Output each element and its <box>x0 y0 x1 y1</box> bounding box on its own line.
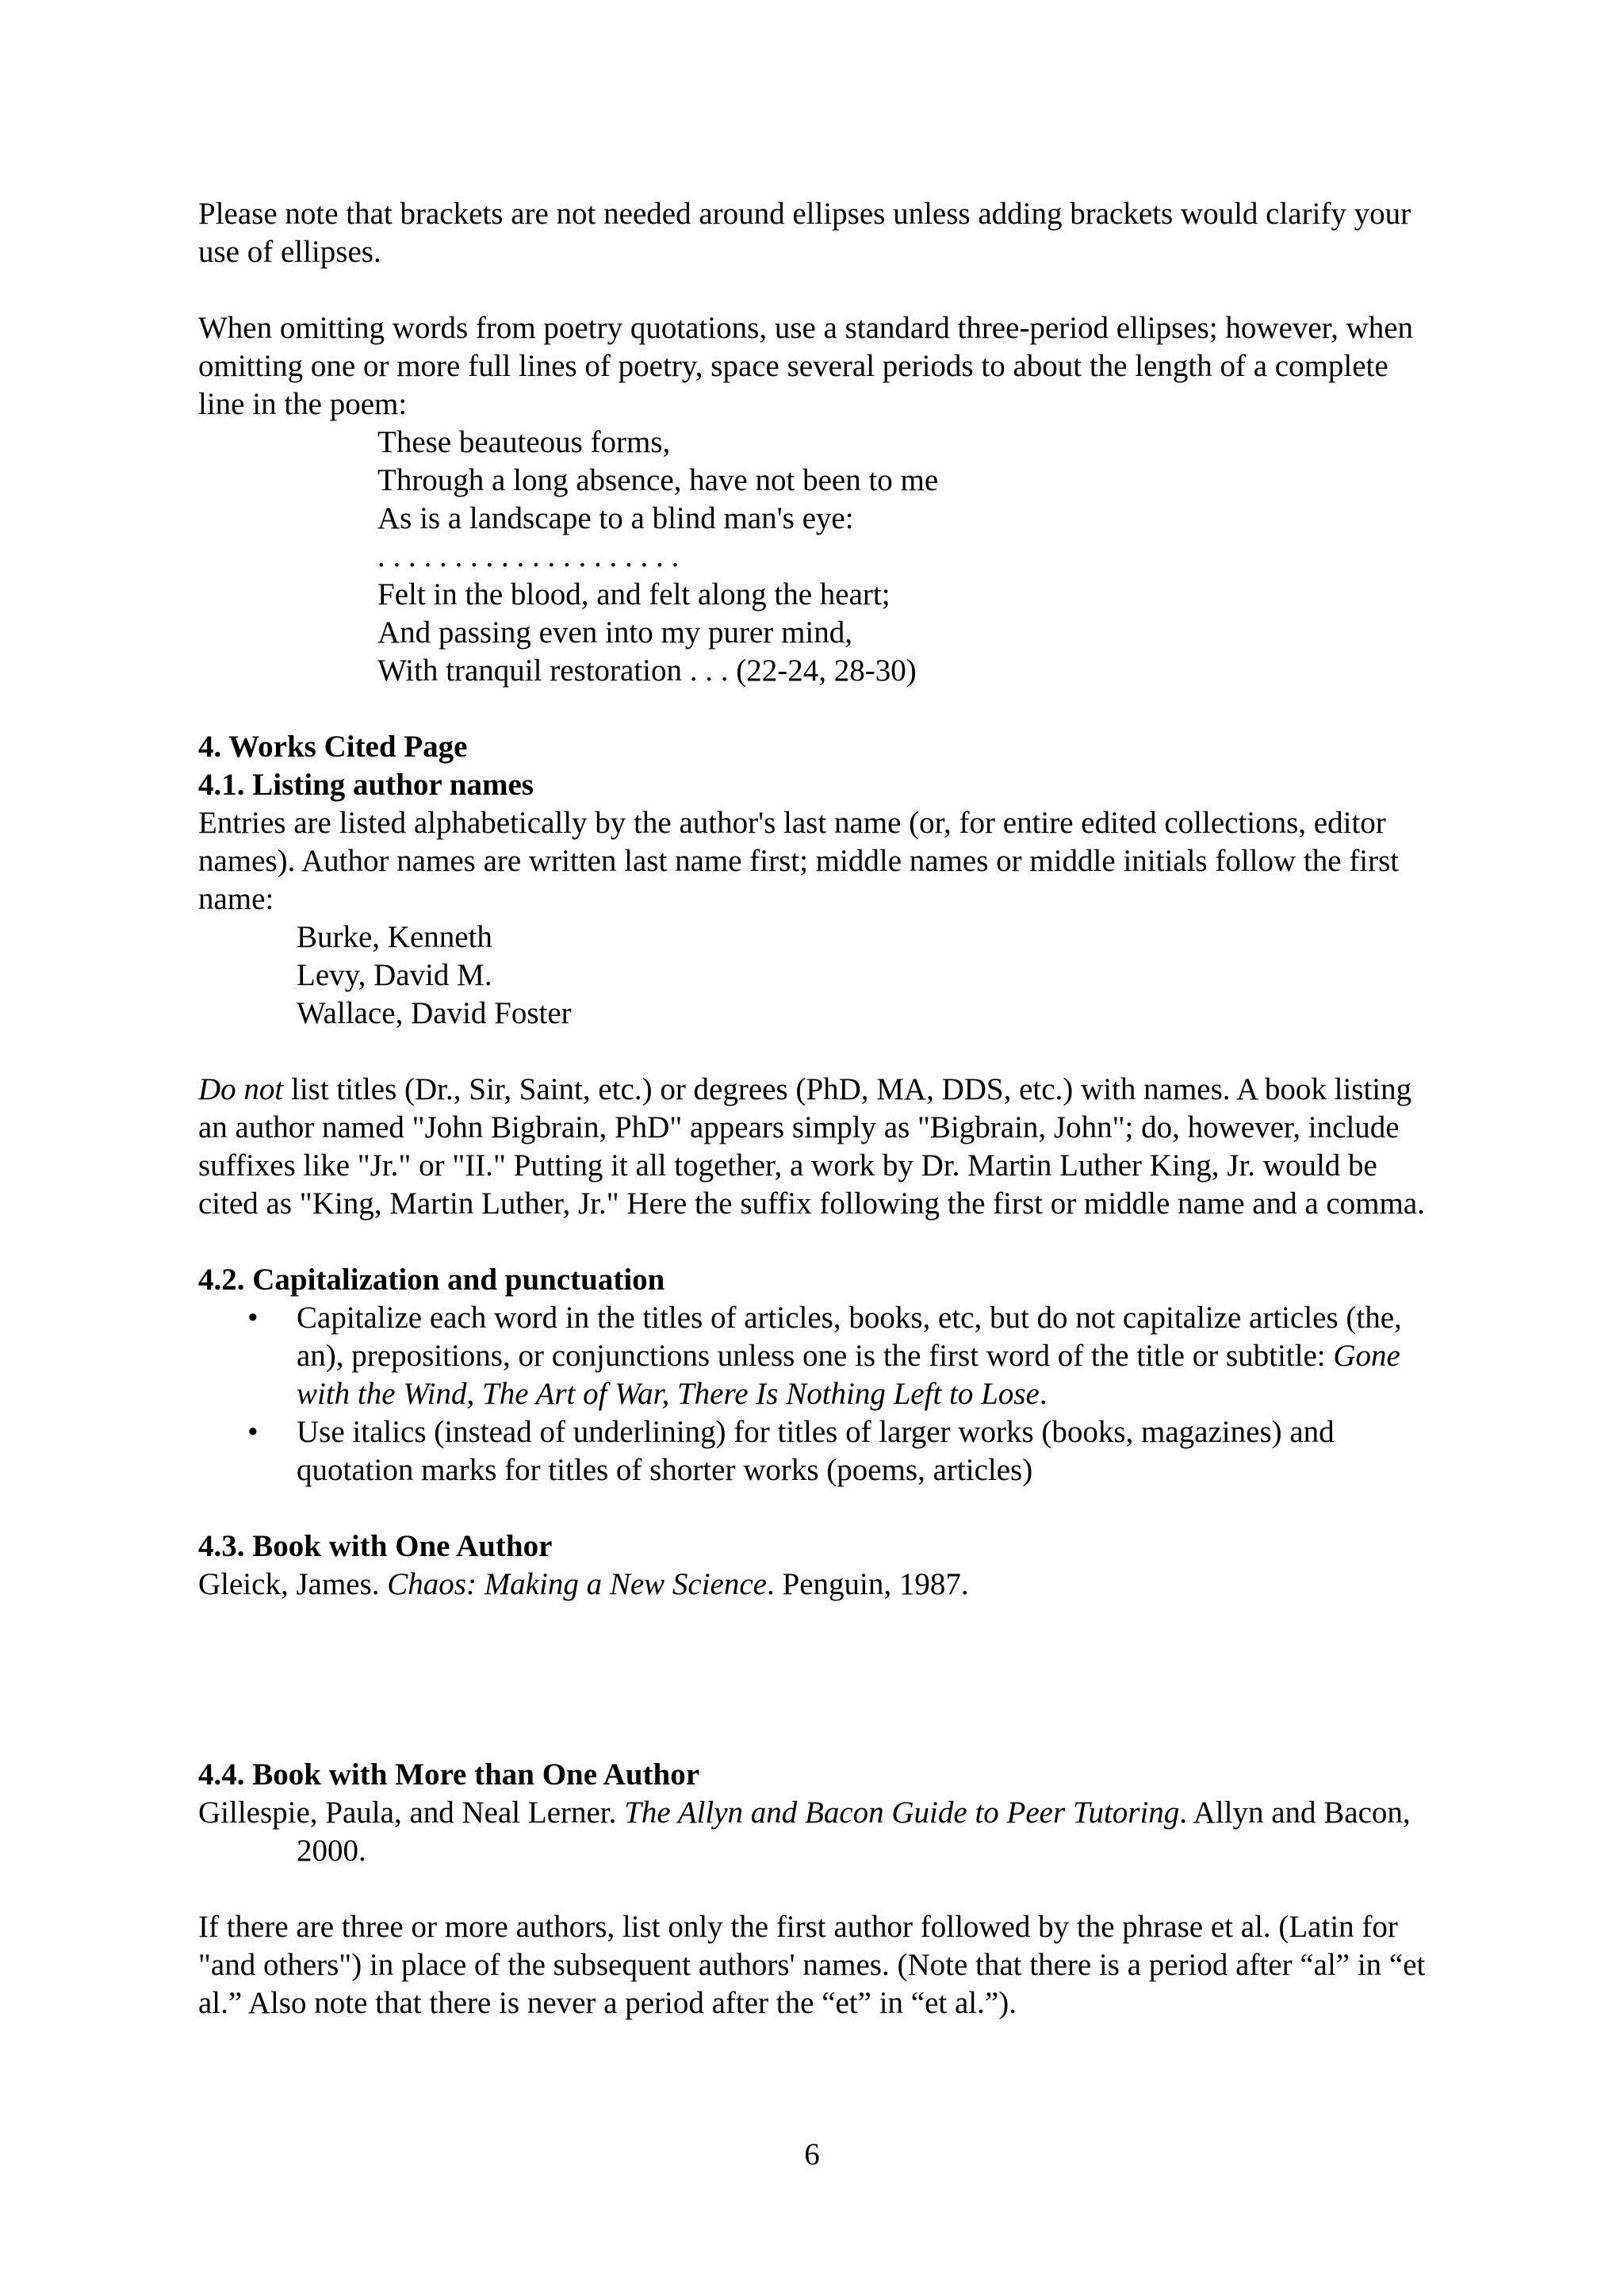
titles-degrees-text: list titles (Dr., Sir, Saint, etc.) or degrees (PhD, MA, DDS, etc.) with names. A book listing an author named "John Bigbrain, PhD" appears simply as "Bigbrain, John"; do, however, include suffixes like "Jr." or "II." Putting it all together, a work by Dr. Martin Luther King, Jr. would be cited as "King, Martin Luther, Jr." Here the suffix following the first or middle name and a comma. <box>198 1072 1425 1221</box>
citation-title: Chaos: Making a New Science <box>387 1567 767 1601</box>
author-name-examples <box>297 918 1435 1033</box>
page-number: 6 <box>804 2137 820 2171</box>
poetry-note-paragraph: When omitting words from poetry quotations, use a standard three-period ellipses; however, when omitting one or more full lines of poetry, space several periods to about the length of a complete line in the poem: <box>198 311 1414 421</box>
subsection-heading-capitalization: 4.2. Capitalization and punctuation <box>198 1263 665 1297</box>
citation-publisher: . Penguin, 1987. <box>767 1567 969 1601</box>
citation-publisher: . Allyn and Bacon, 2000. <box>297 1796 1411 1868</box>
citation-author: Gleick, James. <box>198 1567 388 1601</box>
bullet-text: Capitalize each word in the titles of articles, books, etc, but do not capitalize articles (the, an), prepositions, or conjunctions unless one is the first word of the title or subtitle: <box>297 1301 1402 1373</box>
bullet-icon: • <box>247 1301 259 1335</box>
bullet-icon: • <box>247 1415 259 1449</box>
poem-ellipsis-line: . . . . . . . . . . . . . . . . . . . . <box>377 539 680 573</box>
citation-author: Gillespie, Paula, and Neal Lerner. <box>198 1796 625 1830</box>
author-name-example: Burke, Kenneth <box>297 920 492 954</box>
brackets-note-paragraph: Please note that brackets are not needed around ellipses unless adding brackets would clarify your use of ellipses. <box>198 197 1411 269</box>
citation-multiple-authors <box>198 1794 1435 1870</box>
poem-line: And passing even into my purer mind, <box>377 615 852 650</box>
list-item <box>198 1413 1435 1489</box>
et-al-paragraph: If there are three or more authors, list only the first author followed by the phrase et al. (Latin for "and others") in place of the subsequent authors' names. (Note that there is a period after “al” in “et al.” Also note that there is never a period after the “et” in “et al.”). <box>198 1910 1426 2020</box>
bullet-text-end: . <box>1039 1377 1048 1411</box>
poem-line: As is a landscape to a blind man's eye: <box>377 501 854 535</box>
list-item <box>198 1299 1435 1413</box>
section-heading-works-cited: 4. Works Cited Page <box>198 730 468 764</box>
citation-one-author <box>198 1566 1435 1604</box>
capitalization-list <box>198 1299 1435 1489</box>
poem-line: Through a long absence, have not been to me <box>377 463 939 497</box>
document-page <box>198 195 1435 2022</box>
do-not-emphasis: Do not <box>198 1072 284 1106</box>
author-names-paragraph: Entries are listed alphabetically by the author's last name (or, for entire edited collections, editor names). Author names are written last name first; middle names or middle initials follow the first name: <box>198 806 1400 916</box>
subsection-heading-author-names: 4.1. Listing author names <box>198 768 534 802</box>
subsection-heading-one-author: 4.3. Book with One Author <box>198 1529 553 1563</box>
author-name-example: Wallace, David Foster <box>297 996 572 1030</box>
subsection-heading-multiple-authors: 4.4. Book with More than One Author <box>198 1757 699 1792</box>
titles-degrees-paragraph <box>198 1071 1435 1223</box>
poem-line: These beauteous forms, <box>377 425 671 459</box>
poem-line: Felt in the blood, and felt along the heart; <box>377 577 891 611</box>
poem-quotation <box>377 424 1435 690</box>
poem-line: With tranquil restoration . . . (22-24, 28-30) <box>377 654 917 688</box>
bullet-text: Use italics (instead of underlining) for titles of larger works (books, magazines) and quotation marks for titles of shorter works (poems, articles) <box>297 1415 1335 1487</box>
author-name-example: Levy, David M. <box>297 958 492 992</box>
citation-title: The Allyn and Bacon Guide to Peer Tutoring <box>624 1796 1180 1830</box>
example-titles: Gone with the Wind, The Art of War, There Is Nothing Left to Lose <box>297 1339 1400 1411</box>
